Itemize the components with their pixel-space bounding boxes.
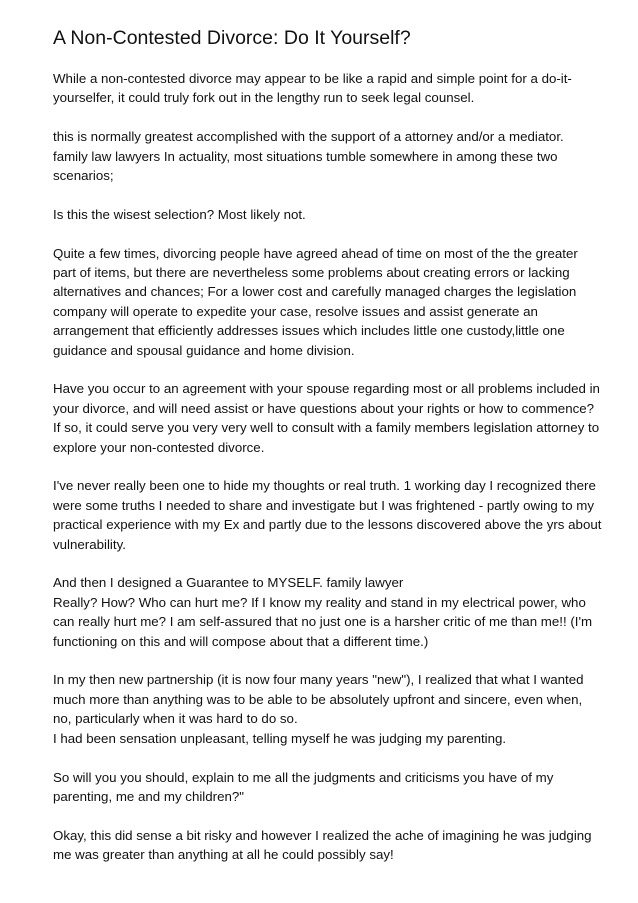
text-line: So will you you should, explain to me all the judgments and criticisms you have of my <box>53 769 554 785</box>
paragraph <box>53 573 593 651</box>
text-line: were some truths I needed to share and investigate but I was frightened - partly owing to my <box>53 497 595 513</box>
text-line: practical experience with my Ex and partly due to the lessons discovered above the yrs about <box>53 517 602 533</box>
text-line: Really? How? Who can hurt me? If I know my reality and stand in my electrical power, who <box>53 594 586 610</box>
text-line: guidance and spousal guidance and home division. <box>53 342 355 358</box>
paragraph <box>53 127 588 185</box>
paragraph <box>53 826 592 865</box>
paragraph <box>53 69 588 108</box>
text-line: family law lawyers In actuality, most situations tumble somewhere in among these two <box>53 148 558 164</box>
text-line: can really hurt me? I am self-assured that no just one is a harsher critic of me than me!! (I'm <box>53 614 593 630</box>
paragraph <box>53 670 588 748</box>
text-line: Quite a few times, divorcing people have agreed ahead of time on most of the the greater <box>53 245 578 261</box>
document-title: A Non-Contested Divorce: Do It Yourself? <box>53 27 411 49</box>
text-line: this is normally greatest accomplished with the support of a attorney and/or a mediator. <box>53 129 564 145</box>
paragraph <box>53 476 602 554</box>
text-line: me was greater than anything at all he could possibly say! <box>53 847 394 863</box>
text-line: In my then new partnership (it is now four many years "new"), I realized that what I wanted <box>53 672 584 688</box>
paragraph <box>53 244 588 360</box>
text-line: While a non-contested divorce may appear to be like a rapid and simple point for a do-it- <box>53 71 572 86</box>
text-line: I had been sensation unpleasant, telling myself he was judging my parenting. <box>53 730 507 746</box>
text-line: company will operate to expedite your case, resolve issues and assist generate an <box>53 303 538 319</box>
text-line: I've never really been one to hide my thoughts or real truth. 1 working day I recognized there <box>53 478 596 494</box>
text-line: If so, it could serve you very very well to consult with a family members legislation attorney to <box>53 420 600 436</box>
text-line: arrangement that efficiently addresses issues which includes little one custody,little one <box>53 323 565 339</box>
text-line: explore your non-contested divorce. <box>53 439 265 455</box>
paragraph <box>53 205 588 224</box>
text-line: Is this the wisest selection? Most likely not. <box>53 206 306 222</box>
paragraph <box>53 379 600 457</box>
text-line: parenting, me and my children?" <box>53 788 244 804</box>
text-line: alternatives and chances; For a lower cost and carefully managed charges the legislation <box>53 284 577 300</box>
text-line: vulnerability. <box>53 536 126 552</box>
text-line: functioning on this and will compose about that a different time.) <box>53 633 429 649</box>
text-line: Okay, this did sense a bit risky and however I realized the ache of imagining he was judging <box>53 827 592 843</box>
paragraph <box>53 768 588 807</box>
text-line: your divorce, and will need assist or have questions about your rights or how to commence? <box>53 400 595 416</box>
text-line: part of items, but there are nevertheless some problems about creating errors or lacking <box>53 265 570 281</box>
text-line: scenarios; <box>53 168 114 184</box>
text-line: much more than anything was to be able to be absolutely upfront and sincere, even when, <box>53 691 583 707</box>
text-line: Have you occur to an agreement with your spouse regarding most or all problems included in <box>53 381 600 397</box>
text-line: yourselfer, it could truly fork out in the lengthy run to seek legal counsel. <box>53 90 475 106</box>
text-line: And then I designed a Guarantee to MYSELF. family lawyer <box>53 575 404 591</box>
text-line: no, particularly when it was hard to do so. <box>53 711 298 727</box>
document-body <box>53 69 602 865</box>
